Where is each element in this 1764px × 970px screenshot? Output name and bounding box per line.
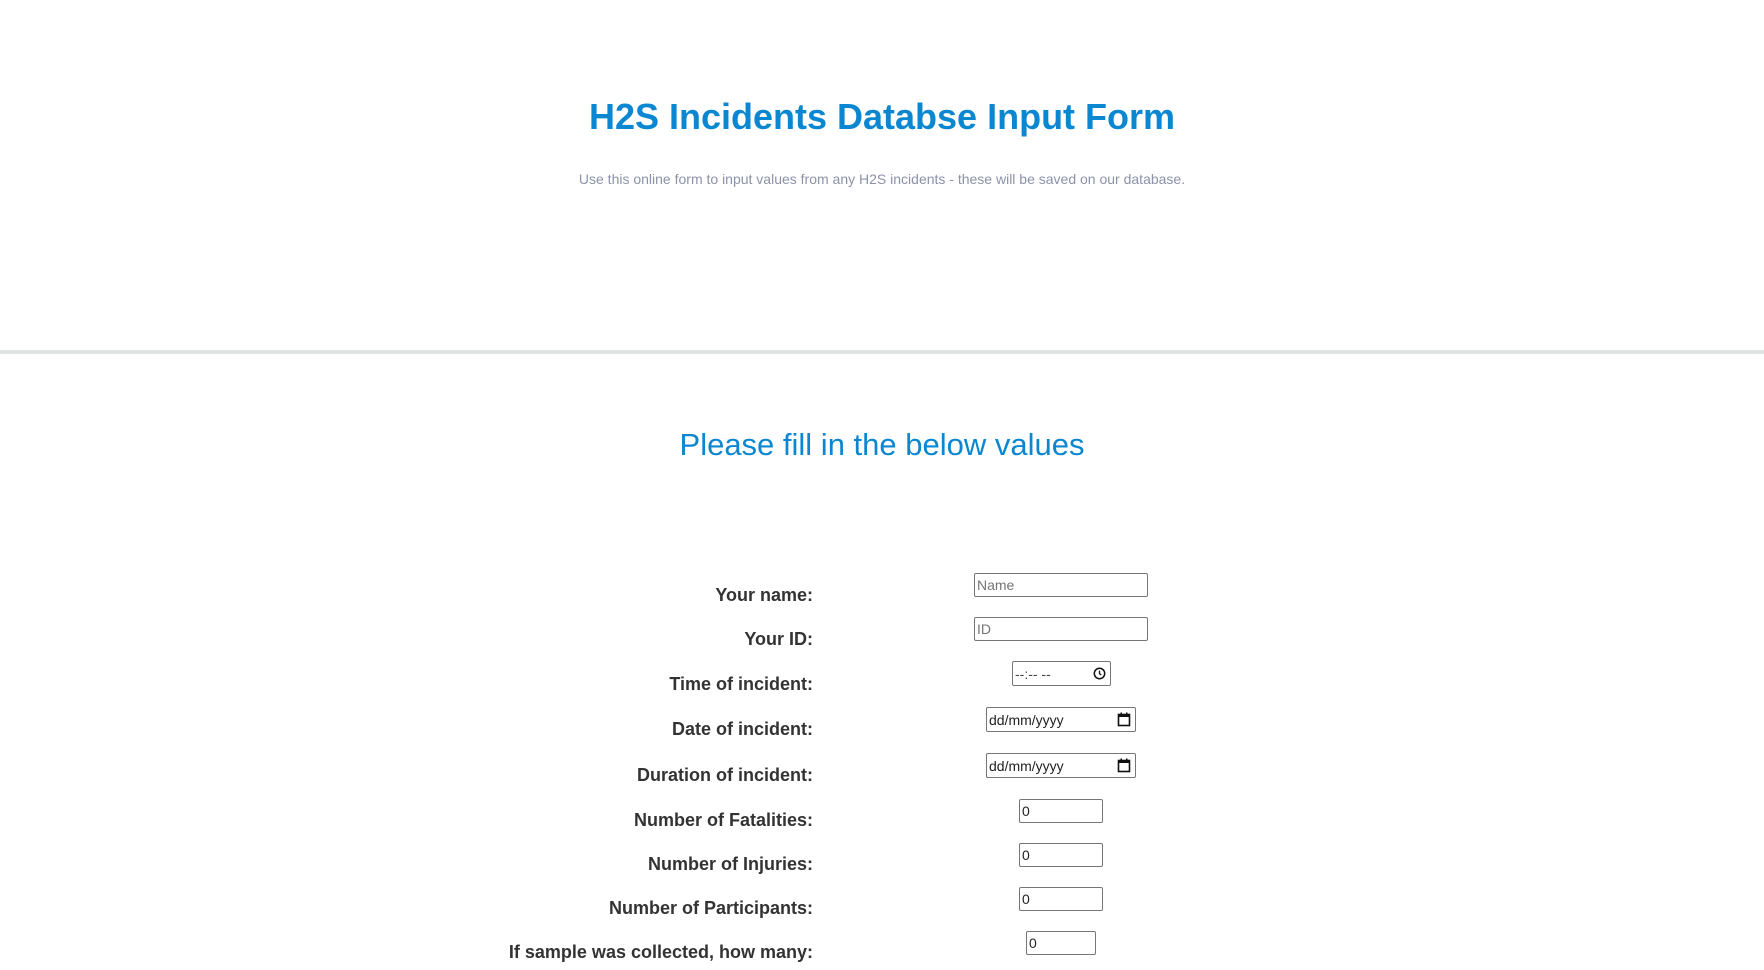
fatalities-value: 0	[1022, 803, 1030, 819]
fatalities-input[interactable]	[1019, 799, 1103, 823]
id-label: Your ID:	[744, 629, 813, 649]
calendar-icon[interactable]	[1117, 712, 1131, 727]
id-input[interactable]	[974, 617, 1148, 641]
time-label: Time of incident:	[669, 674, 813, 694]
participants-input[interactable]	[1019, 887, 1103, 911]
form-heading: Please fill in the below values	[679, 427, 1085, 462]
fatalities-label: Number of Fatalities:	[633, 810, 813, 830]
samples-input[interactable]	[1026, 931, 1096, 955]
calendar-icon[interactable]	[1117, 758, 1131, 773]
date-display: dd/mm/yyyy	[989, 711, 1064, 728]
page-header	[0, 0, 1764, 350]
participants-label: Number of Participants:	[608, 898, 813, 918]
injuries-input[interactable]	[1019, 843, 1103, 867]
section-divider	[0, 350, 1764, 354]
duration-display: dd/mm/yyyy	[989, 757, 1064, 774]
samples-label: If sample was collected, how many:	[508, 942, 813, 962]
participants-value: 0	[1022, 891, 1030, 907]
name-label: Your name:	[715, 585, 813, 605]
duration-input[interactable]	[986, 753, 1136, 778]
date-label: Date of incident:	[671, 719, 813, 739]
name-input[interactable]	[974, 573, 1148, 597]
samples-value: 0	[1029, 935, 1037, 951]
name-placeholder: Name	[977, 577, 1015, 593]
time-input[interactable]	[1012, 661, 1111, 686]
date-input[interactable]	[986, 707, 1136, 732]
injuries-value: 0	[1022, 847, 1030, 863]
clock-icon[interactable]	[1093, 667, 1106, 680]
page-subtitle: Use this online form to input values from any H2S incidents - these will be saved on our database.	[578, 171, 1186, 187]
id-placeholder: ID	[977, 621, 991, 637]
injuries-label: Number of Injuries:	[647, 854, 813, 874]
time-display: --:-- --	[1015, 665, 1051, 682]
page-title: H2S Incidents Databse Input Form	[588, 96, 1176, 137]
duration-label: Duration of incident:	[637, 765, 813, 785]
